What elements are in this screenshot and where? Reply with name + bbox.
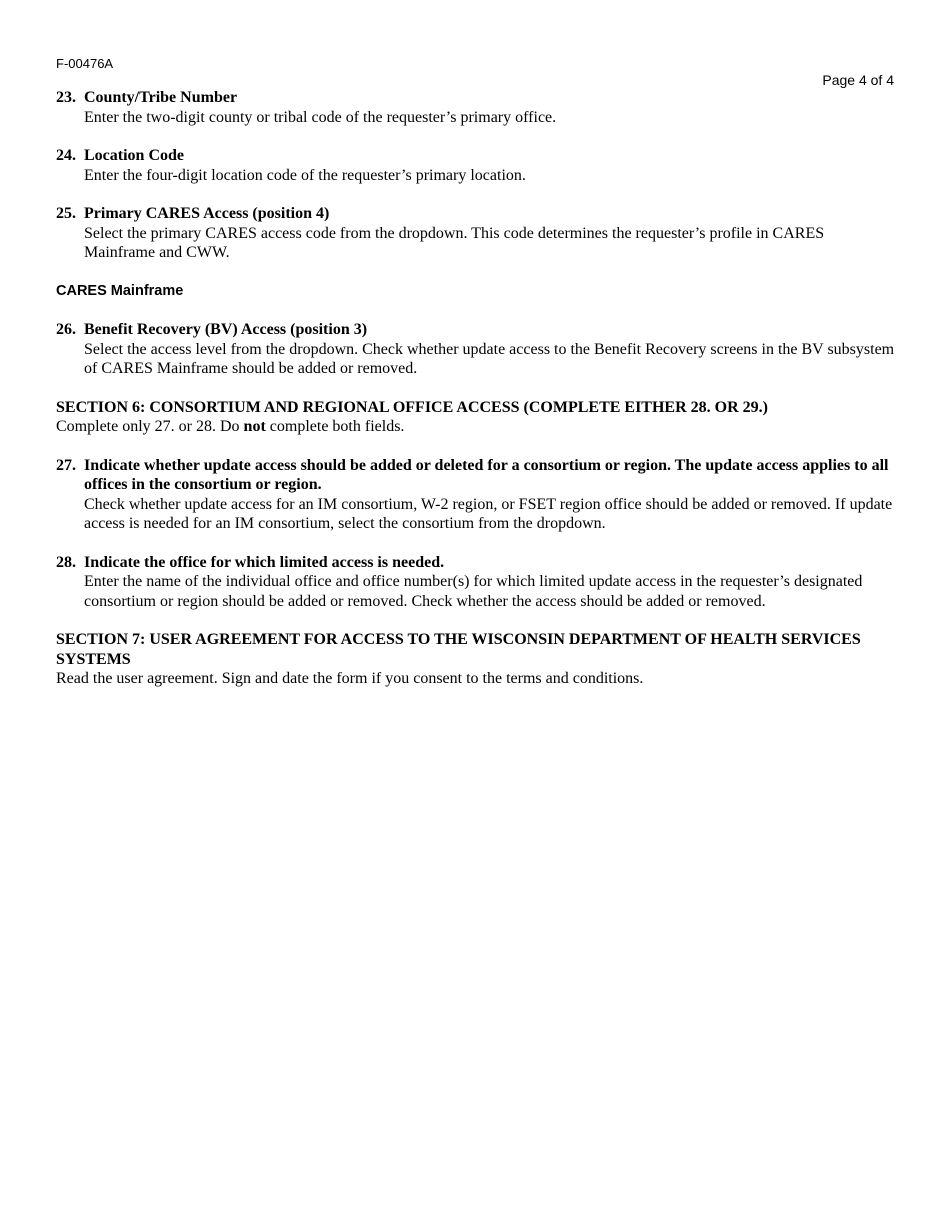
section-6-note	[56, 417, 896, 437]
form-id: F-00476A	[56, 56, 114, 71]
item-number: 23.	[56, 89, 76, 106]
item-title: Benefit Recovery (BV) Access (position 3)	[84, 321, 368, 338]
cares-mainframe-heading: CARES Mainframe	[56, 282, 184, 299]
item-number: 28.	[56, 553, 76, 571]
item-text: Check whether update access for an IM consortium, W-2 region, or FSET region office should be added or removed. If update access is needed for an IM consortium, select the consortium from the dropdown.	[84, 495, 893, 532]
item-number: 24.	[56, 147, 76, 164]
item-text: Enter the four-digit location code of the requester’s primary location.	[84, 166, 526, 184]
section-7-title: SECTION 7: USER AGREEMENT FOR ACCESS TO THE WISCONSIN DEPARTMENT OF HEALTH SERVICES SYSTEMS	[56, 631, 861, 668]
item-text: Select the primary CARES access code from the dropdown. This code determines the requester’s profile in CARES Mainframe and CWW.	[84, 224, 825, 261]
item-24	[56, 146, 896, 185]
page-number: Page 4 of 4	[822, 72, 894, 88]
item-title: Indicate the office for which limited access is needed.	[84, 553, 445, 571]
section-6	[56, 398, 896, 437]
note-emphasis: not	[243, 418, 266, 435]
item-title: County/Tribe Number	[84, 89, 238, 106]
item-number: 26.	[56, 321, 76, 338]
note-text-end: complete both fields.	[265, 418, 405, 435]
section-6-title: SECTION 6: CONSORTIUM AND REGIONAL OFFICE ACCESS (COMPLETE EITHER 28. OR 29.)	[56, 398, 768, 416]
item-27	[56, 456, 896, 534]
instructions-content	[56, 88, 896, 708]
item-title: Location Code	[84, 147, 184, 164]
item-title: Primary CARES Access (position 4)	[84, 205, 330, 222]
section-7-text: Read the user agreement. Sign and date the form if you consent to the terms and conditions.	[56, 670, 644, 687]
item-title: Indicate whether update access should be added or deleted for a consortium or region. The update access applies to all offices in the consortium or region.	[84, 456, 889, 493]
item-28	[56, 553, 896, 612]
item-text: Select the access level from the dropdown. Check whether update access to the Benefit Recovery screens in the BV subsystem of CARES Mainframe should be added or removed.	[84, 340, 895, 377]
item-number: 25.	[56, 205, 76, 222]
item-25	[56, 204, 896, 263]
item-text: Enter the two-digit county or tribal code of the requester’s primary office.	[84, 108, 557, 126]
section-7	[56, 630, 896, 689]
note-text-start: Complete only 27. or 28. Do	[56, 418, 244, 435]
item-number: 27.	[56, 456, 76, 474]
item-text: Enter the name of the individual office and office number(s) for which limited update access in the requester’s designated consortium or region should be added or removed. Check whether the access should be added or removed.	[84, 573, 863, 610]
item-23	[56, 88, 896, 127]
item-26	[56, 320, 896, 379]
